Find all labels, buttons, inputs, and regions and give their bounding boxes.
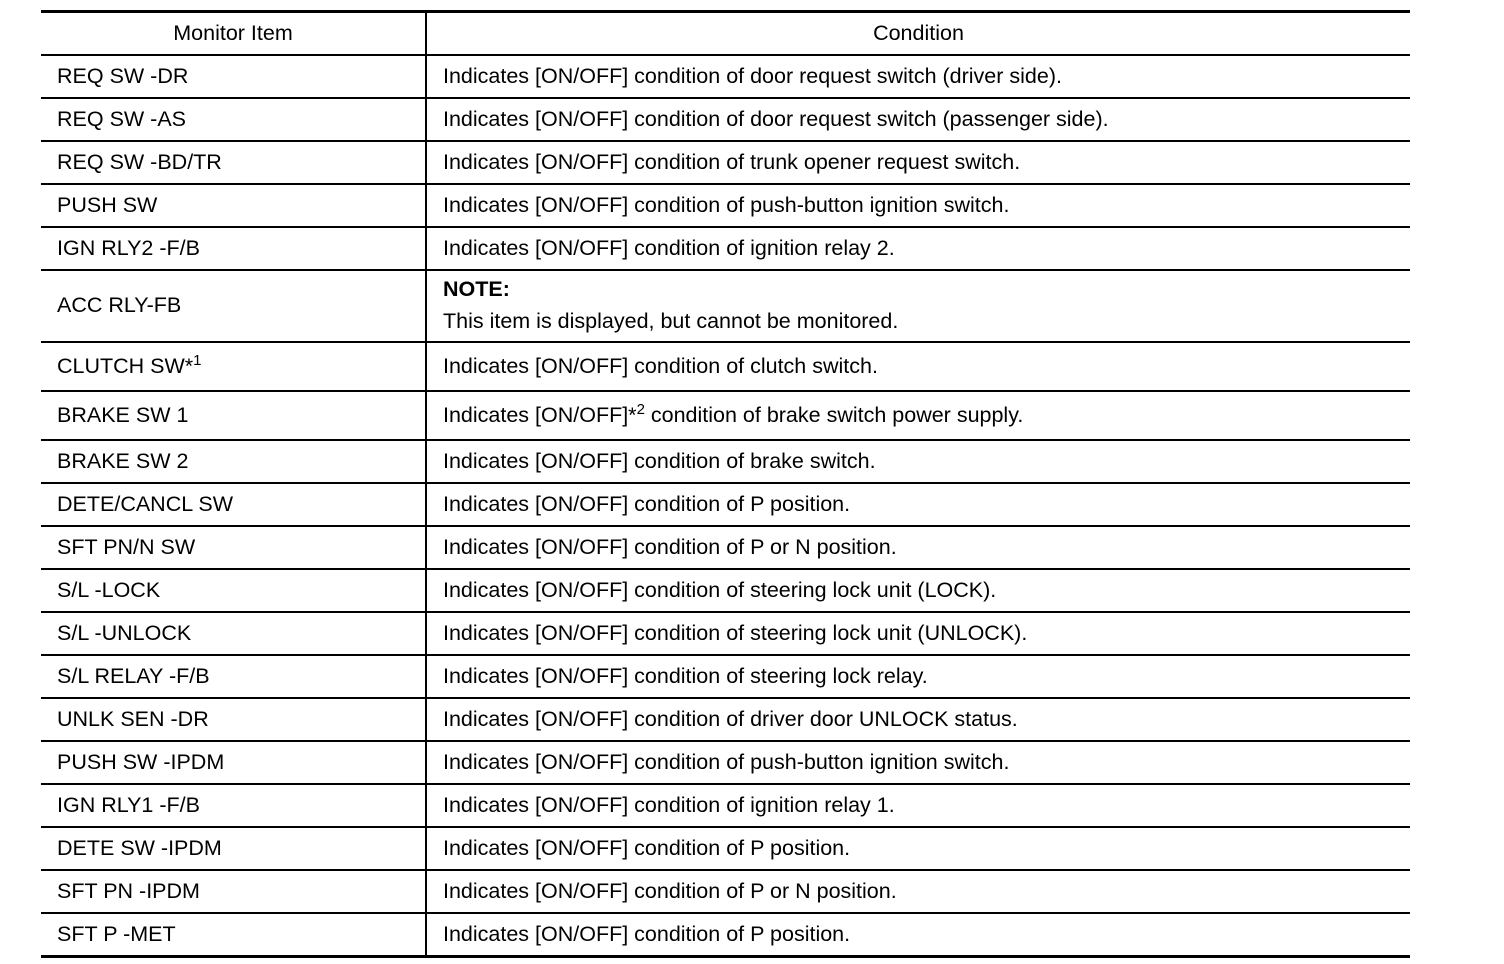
monitor-item-cell: BRAKE SW 2 <box>41 440 426 483</box>
condition-cell: Indicates [ON/OFF] condition of ignition relay 1. <box>426 784 1410 827</box>
table-header-row <box>41 12 1410 56</box>
table-row <box>41 655 1410 698</box>
monitor-item-cell: REQ SW -BD/TR <box>41 141 426 184</box>
table-row <box>41 698 1410 741</box>
monitor-item-cell: DETE SW -IPDM <box>41 827 426 870</box>
footnote-marker: 1 <box>193 351 202 369</box>
condition-cell: Indicates [ON/OFF] condition of door request switch (driver side). <box>426 55 1410 98</box>
monitor-item-cell: IGN RLY2 -F/B <box>41 227 426 270</box>
table-row <box>41 270 1410 342</box>
header-condition: Condition <box>426 12 1410 56</box>
condition-cell: Indicates [ON/OFF] condition of ignition relay 2. <box>426 227 1410 270</box>
condition-cell: Indicates [ON/OFF] condition of P position. <box>426 827 1410 870</box>
condition-cell <box>426 391 1410 440</box>
condition-cell <box>426 270 1410 342</box>
monitor-item-table <box>41 10 1410 958</box>
condition-cell: Indicates [ON/OFF] condition of driver door UNLOCK status. <box>426 698 1410 741</box>
condition-cell: Indicates [ON/OFF] condition of trunk opener request switch. <box>426 141 1410 184</box>
monitor-item-cell: UNLK SEN -DR <box>41 698 426 741</box>
monitor-item-cell: SFT PN -IPDM <box>41 870 426 913</box>
condition-cell: Indicates [ON/OFF] condition of P or N position. <box>426 526 1410 569</box>
condition-cell: Indicates [ON/OFF] condition of steering lock unit (LOCK). <box>426 569 1410 612</box>
note-text: This item is displayed, but cannot be monitored. <box>443 309 899 333</box>
monitor-item-cell: SFT PN/N SW <box>41 526 426 569</box>
monitor-item-cell: SFT P -MET <box>41 913 426 957</box>
table-row <box>41 342 1410 391</box>
table-row <box>41 612 1410 655</box>
monitor-item-cell: S/L -UNLOCK <box>41 612 426 655</box>
condition-cell: Indicates [ON/OFF] condition of door request switch (passenger side). <box>426 98 1410 141</box>
monitor-item-cell: DETE/CANCL SW <box>41 483 426 526</box>
monitor-item-cell: IGN RLY1 -F/B <box>41 784 426 827</box>
table-row <box>41 870 1410 913</box>
footnote-marker: 2 <box>636 400 645 418</box>
condition-text-post: condition of brake switch power supply. <box>644 402 1024 427</box>
header-monitor-item: Monitor Item <box>41 12 426 56</box>
condition-cell: Indicates [ON/OFF] condition of brake switch. <box>426 440 1410 483</box>
condition-cell: Indicates [ON/OFF] condition of P position. <box>443 921 851 946</box>
condition-cell: Indicates [ON/OFF] condition of steering lock unit (UNLOCK). <box>426 612 1410 655</box>
table-row <box>41 741 1410 784</box>
note-label: NOTE: <box>443 277 510 302</box>
monitor-item-cell: ACC RLY-FB <box>41 270 426 342</box>
table-row <box>41 483 1410 526</box>
table-row <box>41 440 1410 483</box>
monitor-item-cell: S/L -LOCK <box>41 569 426 612</box>
table-row <box>41 227 1410 270</box>
condition-cell: Indicates [ON/OFF] condition of P position. <box>426 483 1410 526</box>
condition-cell: Indicates [ON/OFF] condition of P or N position. <box>426 870 1410 913</box>
table-row <box>41 784 1410 827</box>
monitor-item-cell: PUSH SW <box>41 184 426 227</box>
monitor-item-cell: S/L RELAY -F/B <box>41 655 426 698</box>
table-row <box>41 391 1410 440</box>
table-row <box>41 98 1410 141</box>
condition-cell: Indicates [ON/OFF] condition of push-button ignition switch. <box>426 741 1410 784</box>
monitor-item-cell: PUSH SW -IPDM <box>41 741 426 784</box>
condition-cell: Indicates [ON/OFF] condition of push-button ignition switch. <box>426 184 1410 227</box>
monitor-item-cell <box>41 342 426 391</box>
table-row <box>41 141 1410 184</box>
monitor-item-cell: REQ SW -AS <box>41 98 426 141</box>
table-row <box>41 569 1410 612</box>
condition-cell: Indicates [ON/OFF] condition of steering lock relay. <box>426 655 1410 698</box>
condition-cell: Indicates [ON/OFF] condition of clutch switch. <box>426 342 1410 391</box>
table-row <box>41 184 1410 227</box>
monitor-item-cell: BRAKE SW 1 <box>41 391 426 440</box>
table-row <box>41 827 1410 870</box>
table-row <box>41 526 1410 569</box>
monitor-item-text: CLUTCH SW* <box>57 353 194 378</box>
table-row <box>41 55 1410 98</box>
table-row <box>41 913 1410 957</box>
condition-text-pre: Indicates [ON/OFF]* <box>443 402 637 427</box>
monitor-item-cell: REQ SW -DR <box>41 55 426 98</box>
